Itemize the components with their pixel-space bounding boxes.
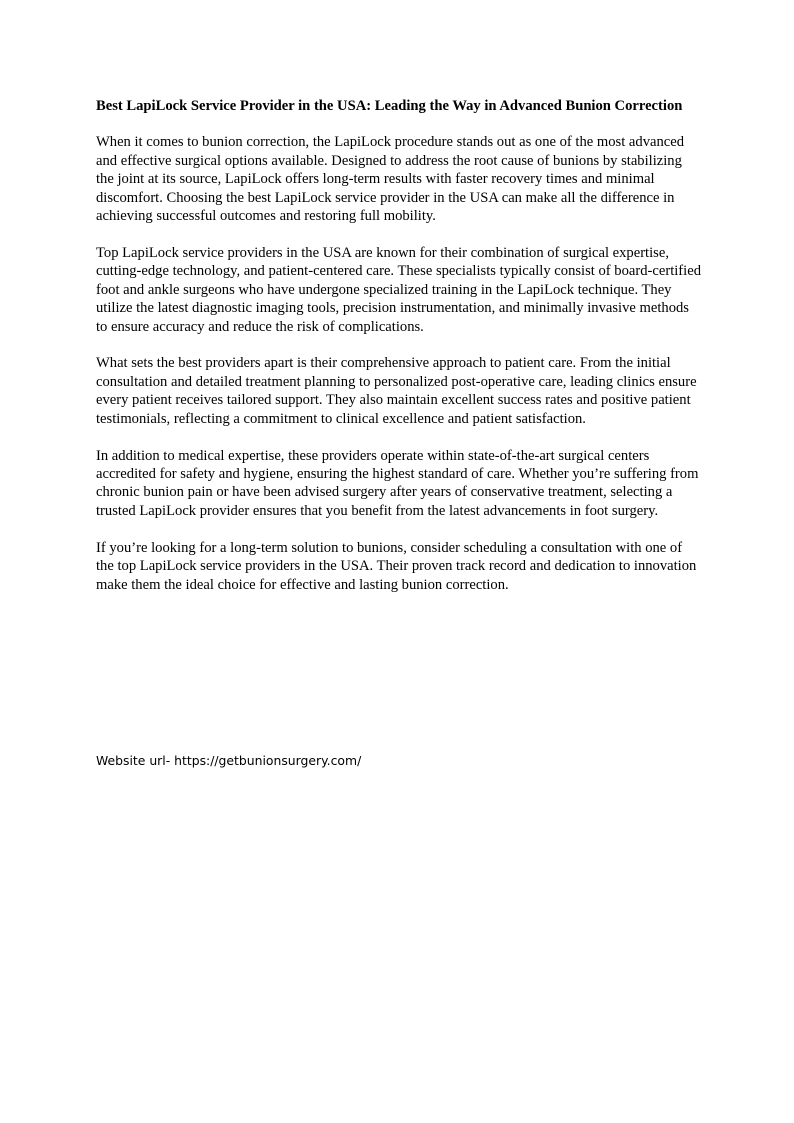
- paragraph-intro: When it comes to bunion correction, the LapiLock procedure stands out as one of the most advanced and effective surgical options available. Designed to address the root cause of bunions by stabilizing the joint at its source, LapiLock offers long-term results with faster recovery times and minimal discomfort. Choosing the best LapiLock service provider in the USA can make all the difference in achieving successful outcomes and restoring full mobility.: [96, 134, 685, 225]
- paragraph-approach: What sets the best providers apart is their comprehensive approach to patient care. From the initial consultation and detailed treatment planning to personalized post-operative care, leading clinics ensure every patient receives tailored support. They also maintain excellent success rates and positive patient testimonials, reflecting a commitment to clinical excellence and patient satisfaction.: [96, 355, 697, 427]
- document-title: Best LapiLock Service Provider in the USA: Leading the Way in Advanced Bunion Correction: [96, 98, 683, 114]
- website-url[interactable]: Website url- https://getbunionsurgery.com/: [96, 753, 362, 768]
- paragraph-providers: Top LapiLock service providers in the USA are known for their combination of surgical expertise, cutting-edge technology, and patient-centered care. These specialists typically consist of board-certified foot and ankle surgeons who have undergone specialized training in the LapiLock technique. They utilize the latest diagnostic imaging tools, precision instrumentation, and minimally invasive methods to ensure accuracy and reduce the risk of complications.: [96, 244, 701, 335]
- document-body: [96, 97, 702, 612]
- paragraph-conclusion: If you’re looking for a long-term solution to bunions, consider scheduling a consultation with one of the top LapiLock service providers in the USA. Their proven track record and dedication to innovation make them the ideal choice for effective and lasting bunion correction.: [96, 539, 697, 593]
- paragraph-facilities: In addition to medical expertise, these providers operate within state-of-the-art surgical centers accredited for safety and hygiene, ensuring the highest standard of care. Whether you’re suffering from chronic bunion pain or have been advised surgery after years of conservative treatment, selecting a trusted LapiLock provider ensures that you benefit from the latest advancements in foot surgery.: [96, 447, 699, 519]
